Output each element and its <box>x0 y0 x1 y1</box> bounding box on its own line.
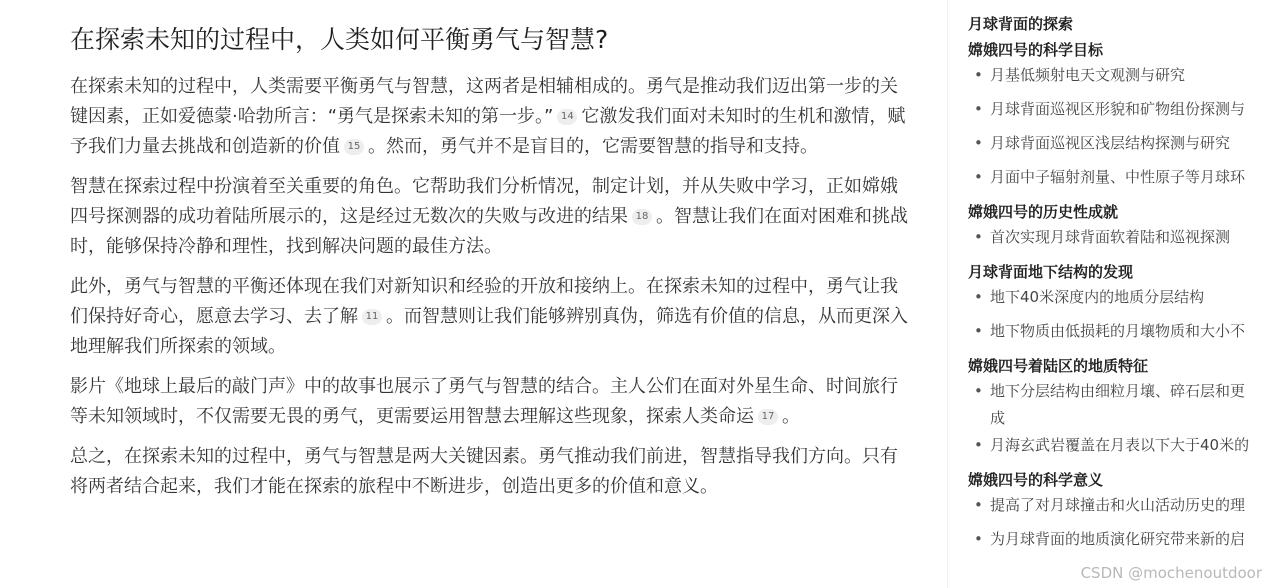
paragraph-text: 。 <box>782 406 800 427</box>
article-paragraph <box>70 172 910 262</box>
sidebar-item[interactable] <box>968 62 1280 96</box>
sidebar-item[interactable] <box>968 96 1280 130</box>
sidebar-section-heading[interactable]: 嫦娥四号的历史性成就 <box>968 203 1119 221</box>
article-paragraph <box>70 272 910 362</box>
article-body <box>70 72 910 502</box>
sidebar-item[interactable] <box>968 432 1280 466</box>
sidebar-section-heading[interactable]: 月球背面地下结构的发现 <box>968 263 1134 281</box>
sidebar-item-label: 月基低频射电天文观测与研究 <box>990 66 1186 84</box>
sidebar-item-label: 月海玄武岩覆盖在月表以下大于40米的 <box>990 436 1250 454</box>
sidebar-item[interactable] <box>968 164 1280 198</box>
sidebar-item[interactable] <box>968 492 1280 526</box>
watermark: CSDN @mochenoutdoor <box>1080 564 1262 582</box>
paragraph-text: 在探索未知的过程中，人类需要平衡勇气与智慧，这两者是相辅相成的。勇气是推动我们迈出第一步的关键因素，正如爱德蒙·哈勃所言：“勇气是探索未知的第一步。” <box>70 76 898 127</box>
sidebar-title: 月球背面的探索 <box>968 15 1074 33</box>
citation-badge[interactable]: 14 <box>557 109 577 125</box>
sidebar-item-label: 地下物质由低损耗的月壤物质和大小不 <box>990 322 1246 340</box>
sidebar-section-heading[interactable]: 嫦娥四号的科学意义 <box>968 471 1104 489</box>
article-title: 在探索未知的过程中，人类如何平衡勇气与智慧? <box>70 25 609 54</box>
article <box>70 22 910 512</box>
sidebar-sections <box>968 38 1280 560</box>
citation-badge[interactable]: 11 <box>362 309 382 325</box>
sidebar-item-label: 地下分层结构由细粒月壤、碎石层和更 <box>990 382 1246 400</box>
paragraph-text: 。而智慧则让我们能够辨别真伪，筛选有价值的信息，从而更深入地理解我们所探索的领域。 <box>70 306 908 357</box>
article-paragraph <box>70 442 910 502</box>
sidebar-item[interactable] <box>968 526 1280 560</box>
paragraph-text: 影片《地球上最后的敲门声》中的故事也展示了勇气与智慧的结合。主人公们在面对外星生命、时间旅行等未知领域时，不仅需要无畏的勇气，更需要运用智慧去理解这些现象，探索人类命运 <box>70 376 898 427</box>
citation-badge[interactable]: 17 <box>758 409 778 425</box>
sidebar-section-heading[interactable]: 嫦娥四号的科学目标 <box>968 41 1104 59</box>
citation-badge[interactable]: 15 <box>344 139 364 155</box>
paragraph-text: 。然而，勇气并不是盲目的，它需要智慧的指导和支持。 <box>368 136 818 157</box>
sidebar-item-label: 地下40米深度内的地质分层结构 <box>990 288 1205 306</box>
sidebar-item[interactable] <box>968 130 1280 164</box>
paragraph-text: 此外，勇气与智慧的平衡还体现在我们对新知识和经验的开放和接纳上。在探索未知的过程中，勇气让我们保持好奇心，愿意去学习、去了解 <box>70 276 898 327</box>
sidebar-outline <box>968 12 1280 560</box>
article-paragraph <box>70 372 910 432</box>
sidebar-section-heading[interactable]: 嫦娥四号着陆区的地质特征 <box>968 357 1149 375</box>
sidebar-item[interactable] <box>968 284 1280 318</box>
sidebar-item-label: 月球背面巡视区浅层结构探测与研究 <box>990 134 1231 152</box>
sidebar-item[interactable] <box>968 224 1280 258</box>
sidebar-item[interactable] <box>968 378 1280 432</box>
paragraph-text: 它激发我们面对未知时的生机和激情，赋予我们力量去挑战和创造新的价值 <box>70 106 906 157</box>
paragraph-text: 。智慧让我们在面对困难和挑战时，能够保持冷静和理性，找到解决问题的最佳方法。 <box>70 206 908 257</box>
paragraph-text: 智慧在探索过程中扮演着至关重要的角色。它帮助我们分析情况，制定计划，并从失败中学习，正如嫦娥四号探测器的成功着陆所展示的，这是经过无数次的失败与改进的结果 <box>70 176 898 227</box>
sidebar-item-label: 首次实现月球背面软着陆和巡视探测 <box>990 228 1231 246</box>
sidebar-item-continuation: 成 <box>990 409 1006 427</box>
citation-badge[interactable]: 18 <box>632 209 652 225</box>
sidebar-item-label: 月球背面巡视区形貌和矿物组份探测与 <box>990 100 1246 118</box>
sidebar-item-label: 提高了对月球撞击和火山活动历史的理 <box>990 496 1246 514</box>
sidebar-item[interactable] <box>968 318 1280 352</box>
sidebar-item-label: 月面中子辐射剂量、中性原子等月球环 <box>990 168 1246 186</box>
paragraph-text: 总之，在探索未知的过程中，勇气与智慧是两大关键因素。勇气推动我们前进，智慧指导我们方向。只有将两者结合起来，我们才能在探索的旅程中不断进步，创造出更多的价值和意义。 <box>70 446 898 497</box>
article-paragraph <box>70 72 910 162</box>
sidebar-item-label: 为月球背面的地质演化研究带来新的启 <box>990 530 1246 548</box>
